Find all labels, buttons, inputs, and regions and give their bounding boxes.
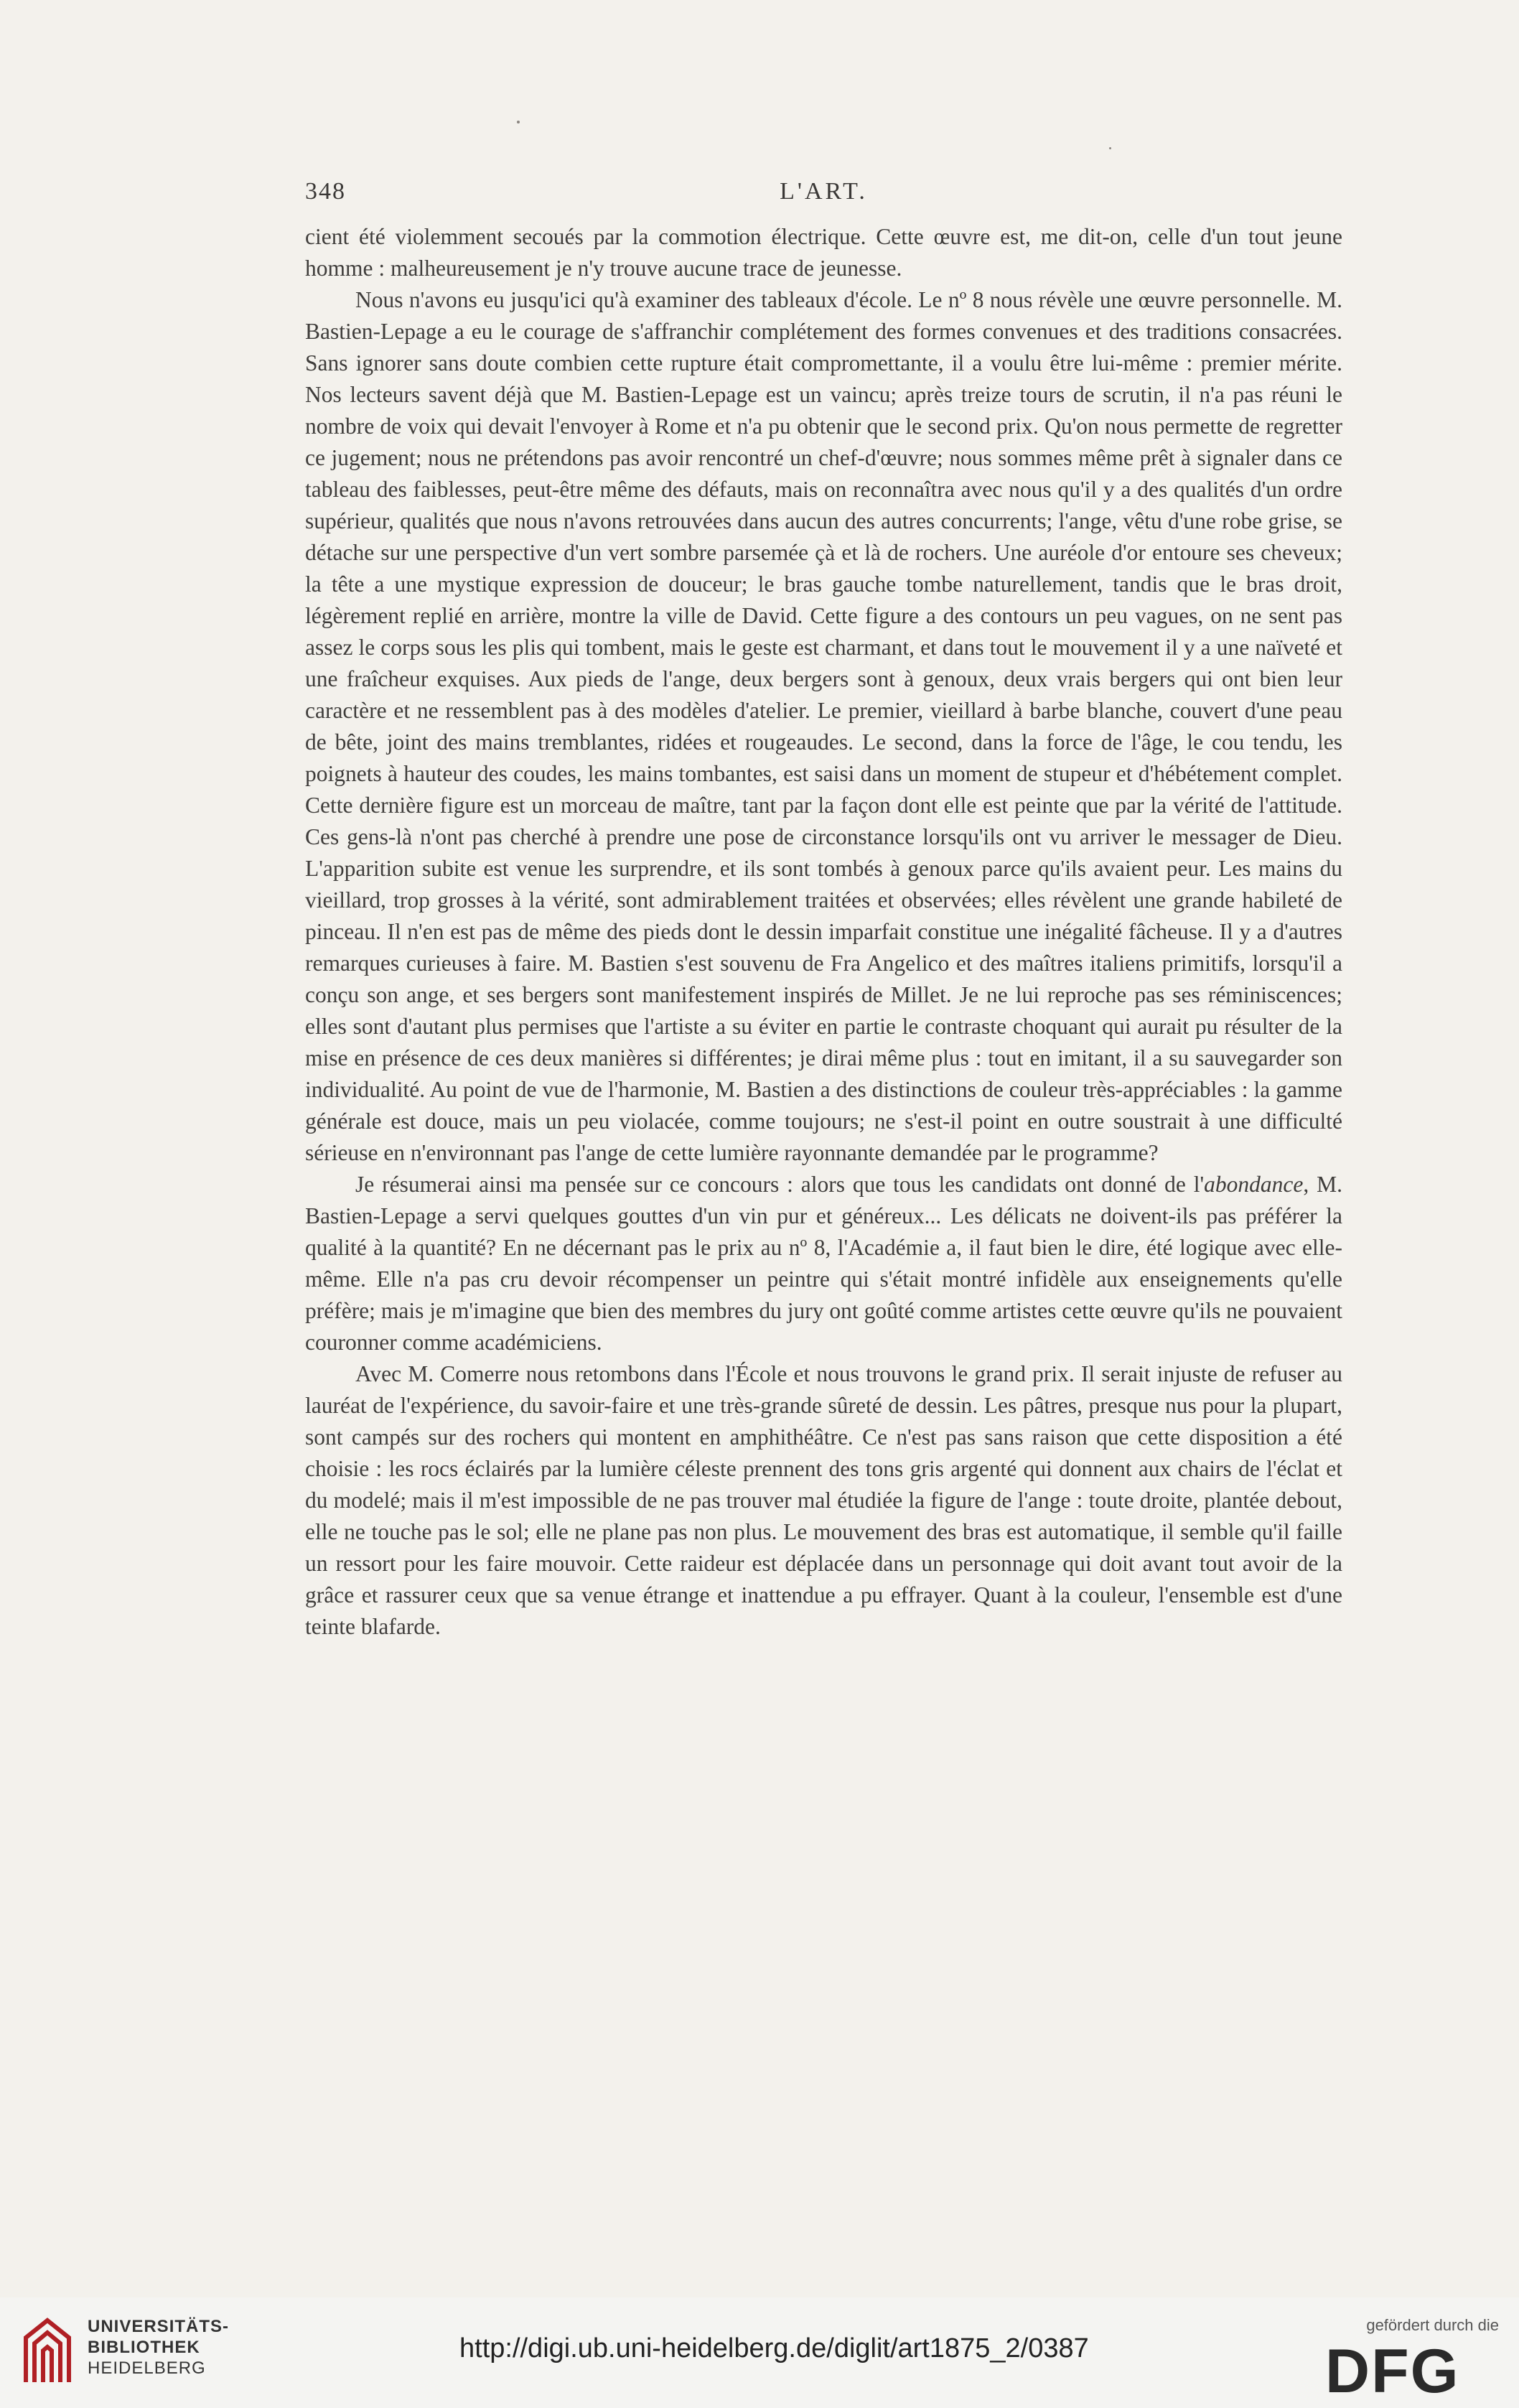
text-run: Je résumerai ainsi ma pensée sur ce concours : alors que tous les candidats ont donné de l'	[355, 1172, 1205, 1197]
library-name-line: UNIVERSITÄTS-	[88, 2317, 230, 2336]
journal-title: L'ART.	[780, 178, 868, 205]
funding-caption: gefördert durch die	[1366, 2316, 1499, 2334]
text-run: Nous n'avons eu jusqu'ici qu'à examiner des tableaux d'école. Le nº 8 nous révèle une œuvre personnelle. M. Bastien-Lepage a eu le courage de s'affranchir complétement des formes convenues et des traditions consacrées. Sans ignorer sans doute combien cette rupture était compromettante, il a voulu être lui-même : premier mérite. Nos lecteurs savent déjà que M. Bastien-Lepage est un vaincu; après treize tours de scrutin, il n'a pas réuni le nombre de voix qui devait l'envoyer à Rome et n'a pu obtenir que le second prix. Qu'on nous permette de regretter ce jugement; nous ne prétendons pas avoir rencontré un chef-d'œuvre; nous sommes même prêt à signaler dans ce tableau des faiblesses, peut-être même des défauts, mais on reconnaîtra avec nous qu'il y a des qualités d'un ordre supérieur, qualités que nous n'avons retrouvées dans aucun des autres concurrents; l'ange, vêtu d'une robe grise, se détache sur une perspective d'un vert sombre parsemée çà et là de rochers. Une auréole d'or entoure ses cheveux; la tête a une mystique expression de douceur; le bras gauche tombe naturellement, tandis que le bras droit, légèrement replié en arrière, montre la ville de David. Cette figure a des contours un peu vagues, on ne sent pas assez le corps sous les plis qui tombent, mais le geste est charmant, et dans tout le mouvement il y a une naïveté et une fraîcheur exquises. Aux pieds de l'ange, deux bergers sont à genoux, deux vrais bergers qui ont bien leur caractère et ne ressemblent pas à des modèles d'atelier. Le premier, vieillard à barbe blanche, couvert d'une peau de bête, joint des mains tremblantes, ridées et rougeaudes. Le second, dans la force de l'âge, le cou tendu, les poignets à hauteur des coudes, les mains tombantes, est saisi dans un moment de stupeur et d'hébétement complet. Cette dernière figure est un morceau de maître, tant par la façon dont elle est peinte que par la vérité de l'attitude. Ces gens-là n'ont pas cherché à prendre une pose de circonstance lorsqu'ils ont vu arriver le messager de Dieu. L'apparition subite est venue les surprendre, et ils sont tombés à genoux parce qu'ils avaient peur. Les mains du vieillard, trop grosses à la vérité, sont admirablement traitées et observées; elles révèlent une grande habileté de pinceau. Il n'en est pas de même des pieds dont le dessin imparfait constitue une inégalité fâcheuse. Il y a d'autres remarques curieuses à faire. M. Bastien s'est souvenu de Fra Angelico et des maîtres italiens primitifs, lorsqu'il a conçu son ange, et ses bergers sont manifestement inspirés de Millet. Je ne lui reproche pas ses réminiscences; elles sont d'autant plus permises que l'artiste a su éviter en partie le contraste choquant qui aurait pu résulter de la mise en présence de ces deux manières si différentes; je dirai même plus : tout en imitant, il a su sauvegarder son individualité. Au point de vue de l'harmonie, M. Bastien a des distinctions de couleur très-appréciables : la gamme générale est douce, mais un peu violacée, comme toujours; ne s'est-il point en outre soustrait à une difficulté sérieuse en n'environnant pas l'ange de cette lumière rayonnante demandée par le programme?	[305, 287, 1342, 1165]
article-body	[305, 221, 1342, 1643]
running-head	[305, 178, 1342, 214]
dfg-logo-text: DFG	[1325, 2342, 1460, 2399]
scan-speck	[517, 121, 520, 123]
library-name[interactable]	[88, 2316, 229, 2379]
heidelberg-library-logo-icon[interactable]	[16, 2313, 79, 2385]
paragraph	[305, 1358, 1342, 1643]
page-number: 348	[305, 178, 346, 205]
text-run: Avec M. Comerre nous retombons dans l'École et nous trouvons le grand prix. Il serait injuste de refuser au lauréat de l'expérience, du savoir-faire et une très-grande sûreté de dessin. Les pâtres, presque nus pour la plupart, sont campés sur des rochers qui montent en amphithéâtre. Ce n'est pas sans raison que cette disposition a été choisie : les rocs éclairés par la lumière céleste prennent des tons gris argenté qui donnent aux chairs de l'éclat et du modelé; mais il m'est impossible de ne pas trouver mal étudiée la figure de l'ange : toute droite, plantée debout, elle ne touche pas le sol; elle ne plane pas non plus. Le mouvement des bras est automatique, il semble qu'il faille un ressort pour les faire mouvoir. Cette raideur est déplacée dans un personnage qui doit avant tout avoir de la grâce et rassurer ceux que sa venue étrange et inattendue a pu effrayer. Quant à la couleur, l'ensemble est d'une teinte blafarde.	[305, 1361, 1342, 1639]
paragraph	[305, 221, 1342, 284]
digitization-footer	[0, 2297, 1519, 2408]
permalink-url[interactable]: http://digi.ub.uni-heidelberg.de/diglit/art1875_2/0387	[459, 2333, 1089, 2363]
paragraph	[305, 1169, 1342, 1358]
scan-speck	[1109, 147, 1111, 149]
text-run: , M. Bastien-Lepage a servi quelques gouttes d'un vin pur et généreux... Les délicats ne doivent-ils pas préférer la qualité à la quantité? En ne décernant pas le prix au nº 8, l'Académie a, il faut bien le dire, été logique avec elle-même. Elle n'a pas cru devoir récompenser un peintre qui s'était montré infidèle aux enseignements qu'elle préfère; mais je m'imagine que bien des membres du jury ont goûté comme artistes cette œuvre qu'ils ne pouvaient couronner comme académiciens.	[305, 1172, 1342, 1355]
italic-text-run: abondance	[1204, 1172, 1304, 1197]
library-name-line: BIBLIOTHEK	[88, 2338, 200, 2357]
library-name-line: HEIDELBERG	[88, 2358, 206, 2378]
paragraph	[305, 284, 1342, 1169]
dfg-logo-icon[interactable]	[1325, 2342, 1497, 2399]
text-run: cient été violemment secoués par la commotion électrique. Cette œuvre est, me dit-on, celle d'un tout jeune homme : malheureusement je n'y trouve aucune trace de jeunesse.	[305, 224, 1342, 281]
